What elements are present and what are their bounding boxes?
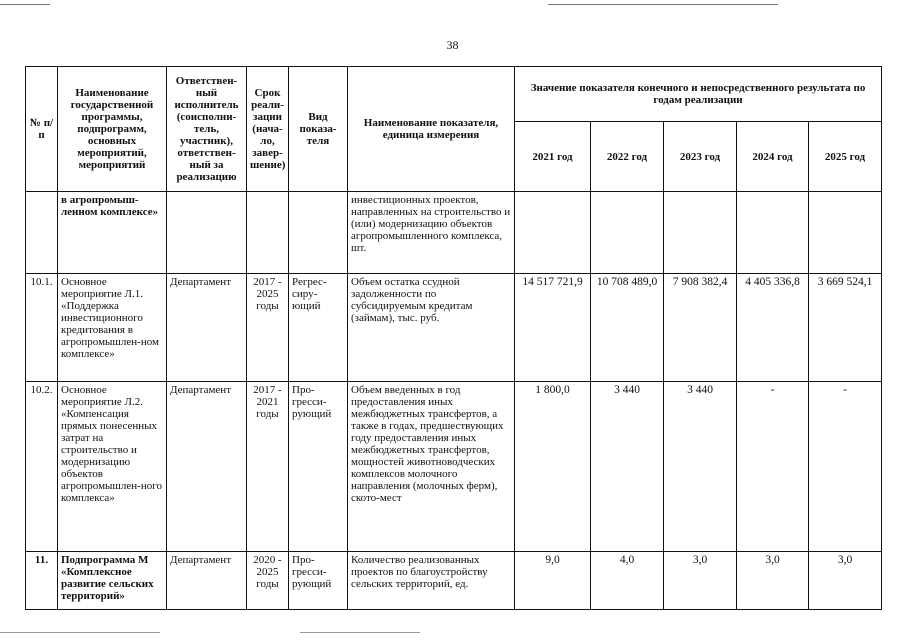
value-cell: 3 440	[591, 382, 664, 552]
header-responsible: Ответствен-ный исполнитель (соисполни-тель, участник), ответствен-ный за реализацию	[167, 67, 247, 192]
value-cell: -	[809, 382, 882, 552]
value-cell: 14 517 721,9	[515, 274, 591, 382]
table-row	[26, 382, 882, 552]
term	[247, 192, 289, 274]
value-cell	[591, 192, 664, 274]
row-number	[26, 192, 58, 274]
value-cell: 3 440	[664, 382, 737, 552]
value-cell: 9,0	[515, 552, 591, 610]
indicator-type: Регрес-сиру-ющий	[289, 274, 348, 382]
header-indicator-type: Вид показа-теля	[289, 67, 348, 192]
indicator-name: Объем остатка ссудной задолженности по субсидируемым кредитам (займам), тыс. руб.	[348, 274, 515, 382]
term: 2020 - 2025 годы	[247, 552, 289, 610]
value-cell	[737, 192, 809, 274]
header-year: 2021 год	[515, 122, 591, 192]
term: 2017 - 2021 годы	[247, 382, 289, 552]
table-row	[26, 274, 882, 382]
value-cell: 10 708 489,0	[591, 274, 664, 382]
header-row-1	[26, 67, 882, 122]
value-cell	[809, 192, 882, 274]
header-program-name: Наименование государственной программы, подпрограмм, основных мероприятий, мероприятий	[58, 67, 167, 192]
row-number: 10.2.	[26, 382, 58, 552]
row-number: 10.1.	[26, 274, 58, 382]
value-cell	[515, 192, 591, 274]
responsible: Департамент	[167, 382, 247, 552]
indicator-name: инвестиционных проектов, направленных на строительство и (или) модернизацию объектов агропромышленного комплекса, шт.	[348, 192, 515, 274]
value-cell: 4,0	[591, 552, 664, 610]
responsible	[167, 192, 247, 274]
indicator-type: Про-гресси-рующий	[289, 382, 348, 552]
value-cell: 3,0	[737, 552, 809, 610]
indicator-type: Про-гресси-рующий	[289, 552, 348, 610]
program-name: Основное мероприятие Л.1. «Поддержка инвестиционного кредитования в агропромышлен-ном комплексе»	[58, 274, 167, 382]
header-year: 2023 год	[664, 122, 737, 192]
value-cell: 3 669 524,1	[809, 274, 882, 382]
value-cell: 3,0	[809, 552, 882, 610]
indicator-type	[289, 192, 348, 274]
program-name: Подпрограмма М «Комплексное развитие сельских территорий»	[58, 552, 167, 610]
value-cell: 4 405 336,8	[737, 274, 809, 382]
table-row	[26, 192, 882, 274]
page-number: 38	[446, 38, 459, 52]
header-term: Срок реали-зации (нача-ло, завер-шение)	[247, 67, 289, 192]
indicator-name: Объем введенных в год предоставления иных межбюджетных трансфертов, а также в годах, предшествующих году предоставления иных межбюджетных трансфертов, мощностей животноводческих комплексов молочного направления (молочных ферм), ското-мест	[348, 382, 515, 552]
responsible: Департамент	[167, 552, 247, 610]
header-year: 2025 год	[809, 122, 882, 192]
value-cell: -	[737, 382, 809, 552]
value-cell: 7 908 382,4	[664, 274, 737, 382]
row-number: 11.	[26, 552, 58, 610]
indicators-table	[25, 66, 882, 610]
value-cell: 1 800,0	[515, 382, 591, 552]
table-row	[26, 552, 882, 610]
header-year: 2022 год	[591, 122, 664, 192]
header-year: 2024 год	[737, 122, 809, 192]
responsible: Департамент	[167, 274, 247, 382]
header-values-group: Значение показателя конечного и непосредственного результата по годам реализации	[515, 67, 882, 122]
header-num: № п/п	[26, 67, 58, 192]
value-cell: 3,0	[664, 552, 737, 610]
program-name: в агропромыш-ленном комплексе»	[58, 192, 167, 274]
term: 2017 - 2025 годы	[247, 274, 289, 382]
value-cell	[664, 192, 737, 274]
program-name: Основное мероприятие Л.2. «Компенсация прямых понесенных затрат на строительство и модернизацию объектов агропромышлен-ного комплекса»	[58, 382, 167, 552]
header-indicator-name: Наименование показателя, единица измерения	[348, 67, 515, 192]
indicator-name: Количество реализованных проектов по благоустройству сельских территорий, ед.	[348, 552, 515, 610]
